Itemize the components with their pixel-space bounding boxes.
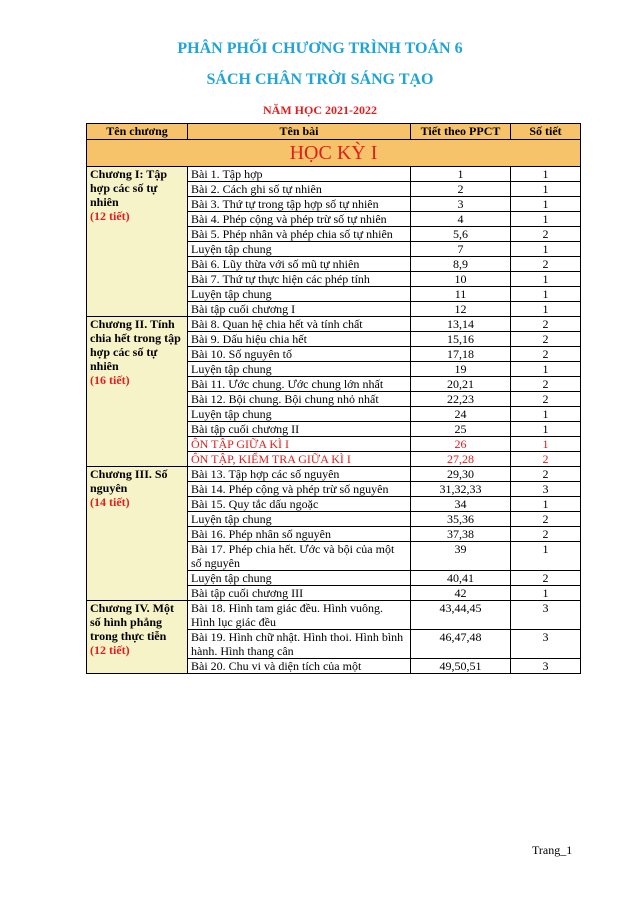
count-cell: 1 [511,407,581,422]
lesson-cell: Bài 7. Thứ tự thực hiện các phép tính [188,272,411,287]
count-cell: 2 [511,317,581,332]
periods-cell: 31,32,33 [411,482,511,497]
lesson-cell: Bài 20. Chu vi và diện tích của một [188,659,411,674]
chapter-cell [87,467,188,601]
lesson-cell: Bài tập cuối chương I [188,302,411,317]
lesson-cell: Bài 15. Quy tắc dấu ngoặc [188,497,411,512]
periods-cell: 40,41 [411,571,511,586]
count-cell: 1 [511,542,581,571]
lesson-cell: Bài tập cuối chương II [188,422,411,437]
periods-cell: 26 [411,437,511,452]
periods-cell: 29,30 [411,467,511,482]
periods-cell: 15,16 [411,332,511,347]
chapter-name: Chương IV. Một số hình phẳng trong thực tiễn [90,601,174,643]
count-cell: 3 [511,601,581,630]
periods-cell: 5,6 [411,227,511,242]
count-cell: 1 [511,212,581,227]
periods-cell: 7 [411,242,511,257]
count-cell: 1 [511,437,581,452]
lesson-cell: Bài 10. Số nguyên tố [188,347,411,362]
column-header-chapter: Tên chương [87,124,188,140]
lesson-cell: Bài 11. Ước chung. Ước chung lớn nhất [188,377,411,392]
school-year: NĂM HỌC 2021-2022 [263,103,377,117]
lesson-cell: Bài 8. Quan hệ chia hết và tính chất [188,317,411,332]
count-cell: 2 [511,392,581,407]
lesson-cell: Luyện tập chung [188,571,411,586]
count-cell: 1 [511,586,581,601]
page-number: Trang_1 [532,843,573,857]
chapter-hours: (12 tiết) [90,209,130,223]
chapter-cell [87,167,188,317]
lesson-cell: Bài 13. Tập hợp các số nguyên [188,467,411,482]
chapter-name: Chương II. Tính chia hết trong tập hợp các số tự nhiên [90,317,181,373]
lesson-cell: Bài 2. Cách ghi số tự nhiên [188,182,411,197]
lesson-cell: Bài 12. Bội chung. Bội chung nhỏ nhất [188,392,411,407]
count-cell: 2 [511,227,581,242]
count-cell: 1 [511,287,581,302]
count-cell: 2 [511,452,581,467]
periods-cell: 17,18 [411,347,511,362]
chapter-name: Chương I: Tập hợp các số tự nhiên [90,167,167,209]
column-header-periods: Tiết theo PPCT [411,124,511,140]
lesson-cell: Bài tập cuối chương III [188,586,411,601]
periods-cell: 8,9 [411,257,511,272]
lesson-cell: Bài 1. Tập hợp [188,167,411,182]
chapter-name: Chương III. Số nguyên [90,467,168,495]
chapter-hours: (14 tiết) [90,495,130,509]
periods-cell: 43,44,45 [411,601,511,630]
curriculum-table [86,123,581,674]
lesson-cell: Bài 6. Lũy thừa với số mũ tự nhiên [188,257,411,272]
periods-cell: 12 [411,302,511,317]
periods-cell: 35,36 [411,512,511,527]
periods-cell: 20,21 [411,377,511,392]
periods-cell: 19 [411,362,511,377]
lesson-cell: Bài 14. Phép cộng và phép trừ số nguyên [188,482,411,497]
count-cell: 1 [511,167,581,182]
count-cell: 2 [511,257,581,272]
lesson-cell: Bài 3. Thứ tự trong tập hợp số tự nhiên [188,197,411,212]
lesson-cell: Luyện tập chung [188,362,411,377]
periods-cell: 10 [411,272,511,287]
periods-cell: 37,38 [411,527,511,542]
count-cell: 1 [511,197,581,212]
lesson-cell: Luyện tập chung [188,407,411,422]
periods-cell: 22,23 [411,392,511,407]
semester-label: HỌC KỲ I [87,140,581,167]
count-cell: 1 [511,242,581,257]
periods-cell: 24 [411,407,511,422]
periods-cell: 27,28 [411,452,511,467]
count-cell: 2 [511,527,581,542]
count-cell: 1 [511,182,581,197]
count-cell: 2 [511,467,581,482]
count-cell: 3 [511,659,581,674]
column-header-count: Số tiết [511,124,581,140]
table-header-row [87,124,581,140]
lesson-cell: Bài 9. Dấu hiệu chia hết [188,332,411,347]
chapter-cell [87,601,188,674]
document-subtitle: SÁCH CHÂN TRỜI SÁNG TẠO [206,71,434,88]
count-cell: 1 [511,362,581,377]
count-cell: 1 [511,497,581,512]
periods-cell: 4 [411,212,511,227]
lesson-cell: Luyện tập chung [188,242,411,257]
chapter-hours: (16 tiết) [90,373,130,387]
lesson-cell: ÔN TẬP, KIỂM TRA GIỮA KÌ I [188,452,411,467]
periods-cell: 25 [411,422,511,437]
periods-cell: 42 [411,586,511,601]
periods-cell: 1 [411,167,511,182]
lesson-cell: Bài 16. Phép nhân số nguyên [188,527,411,542]
count-cell: 2 [511,347,581,362]
document-title: PHÂN PHỐI CHƯƠNG TRÌNH TOÁN 6 [177,40,463,57]
lesson-cell: Bài 4. Phép cộng và phép trừ số tự nhiên [188,212,411,227]
periods-cell: 46,47,48 [411,630,511,659]
chapter-hours: (12 tiết) [90,643,130,657]
table-row [87,467,581,482]
periods-cell: 2 [411,182,511,197]
periods-cell: 39 [411,542,511,571]
semester-row [87,140,581,167]
count-cell: 3 [511,482,581,497]
count-cell: 3 [511,630,581,659]
lesson-cell: ÔN TẬP GIỮA KÌ I [188,437,411,452]
count-cell: 1 [511,272,581,287]
periods-cell: 3 [411,197,511,212]
count-cell: 1 [511,422,581,437]
count-cell: 2 [511,332,581,347]
lesson-cell: Bài 18. Hình tam giác đều. Hình vuông. Hình lục giác đều [188,601,411,630]
table-row [87,167,581,182]
count-cell: 2 [511,571,581,586]
count-cell: 2 [511,512,581,527]
table-row [87,317,581,332]
lesson-cell: Luyện tập chung [188,512,411,527]
lesson-cell: Bài 19. Hình chữ nhật. Hình thoi. Hình bình hành. Hình thang cân [188,630,411,659]
lesson-cell: Luyện tập chung [188,287,411,302]
chapter-cell [87,317,188,467]
periods-cell: 13,14 [411,317,511,332]
count-cell: 1 [511,302,581,317]
periods-cell: 11 [411,287,511,302]
lesson-cell: Bài 17. Phép chia hết. Ước và bội của một số nguyên [188,542,411,571]
periods-cell: 34 [411,497,511,512]
column-header-lesson: Tên bài [188,124,411,140]
count-cell: 2 [511,377,581,392]
lesson-cell: Bài 5. Phép nhân và phép chia số tự nhiên [188,227,411,242]
table-row [87,601,581,630]
periods-cell: 49,50,51 [411,659,511,674]
